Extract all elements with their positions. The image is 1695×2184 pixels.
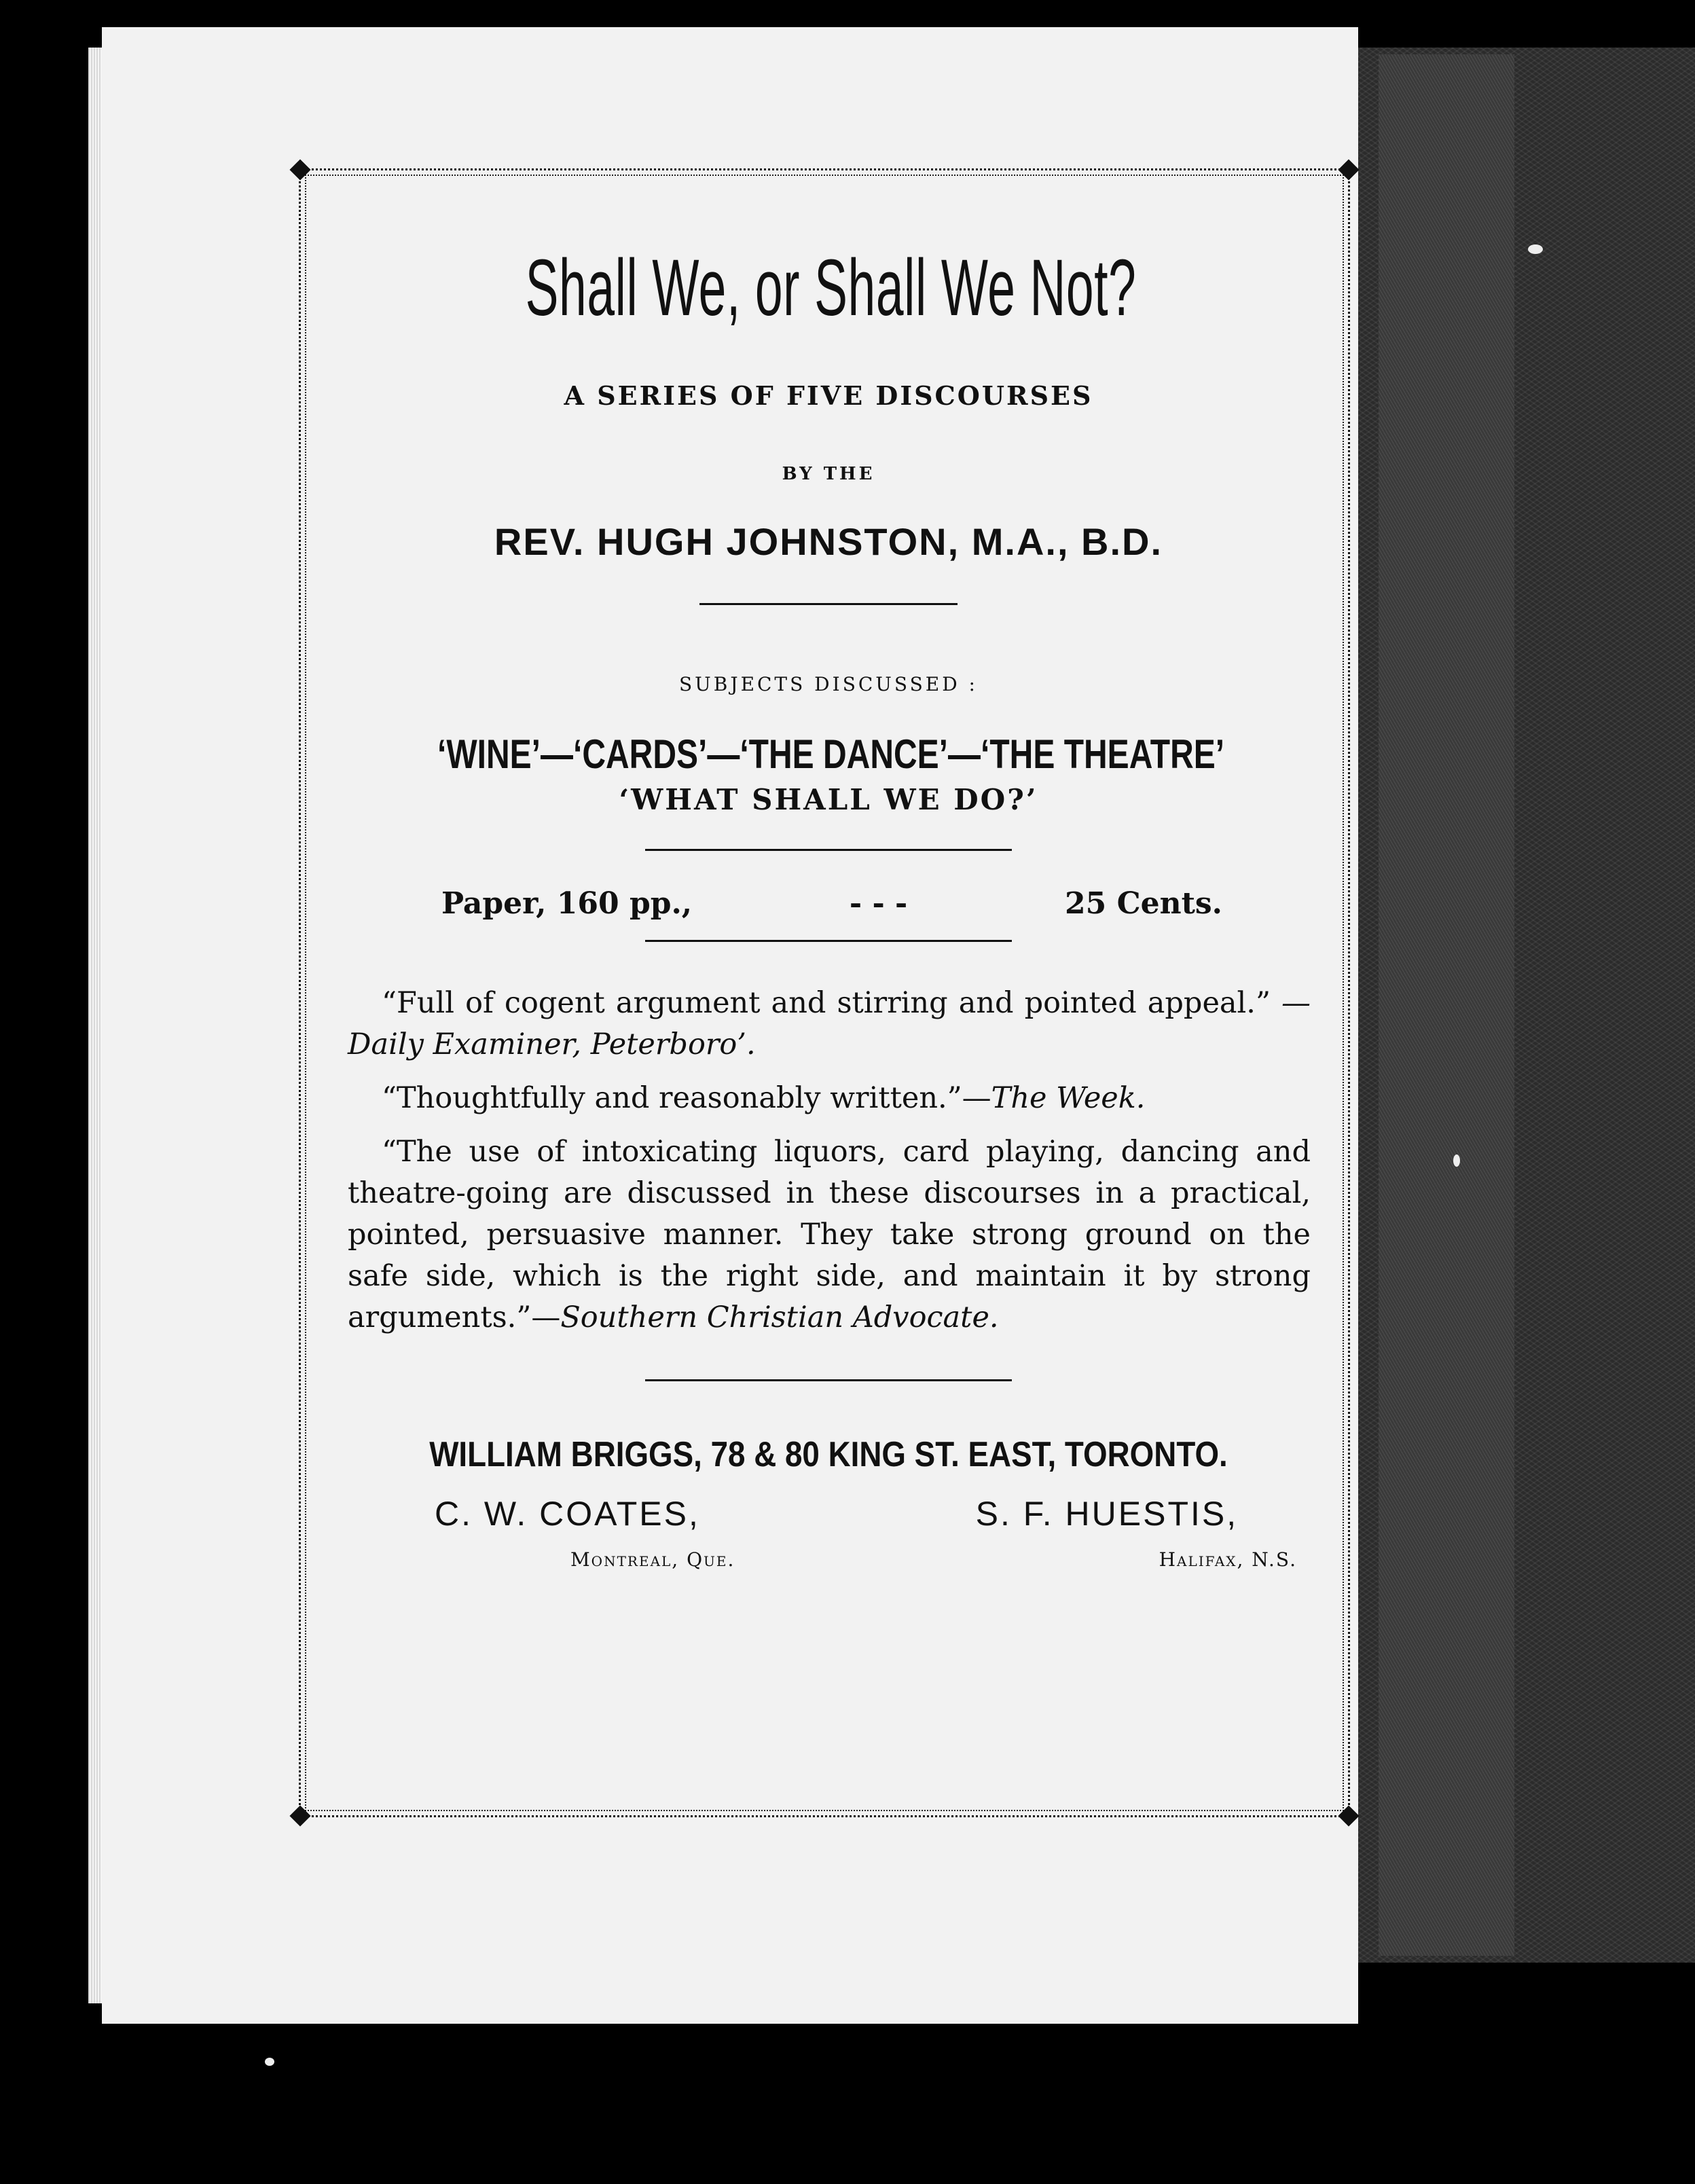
agents: [340, 1494, 1317, 1571]
subject-question: ‘WHAT SHALL WE DO?’: [619, 782, 1038, 816]
scan-speck: [1528, 244, 1543, 254]
scan-speck: [1453, 1154, 1460, 1167]
review-quote: “The use of intoxicating liquors, card playing, dancing and theatre-going are discussed in these discourses in a practical, pointed, persuasive manner. They take strong ground on the safe side, which is the right side, and maintain it by strong arguments.”—Southern Christian Advocate.: [348, 1134, 1311, 1334]
agent-name: C. W. COATES,: [435, 1494, 700, 1533]
agent-halifax: [976, 1494, 1297, 1571]
byline-label: BY THE: [782, 463, 875, 484]
book-spine-texture: [1379, 54, 1514, 1956]
subjects-label: SUBJECTS DISCUSSED :: [678, 672, 978, 695]
price-line: [340, 886, 1317, 921]
agent-montreal: [435, 1494, 735, 1571]
review-source: The Week.: [991, 1080, 1146, 1115]
agent-city: Montreal, Que.: [570, 1548, 735, 1571]
publisher-address: WILLIAM BRIGGS, 78 & 80 KING ST. EAST, TORONTO.: [429, 1434, 1228, 1474]
format-pages: Paper, 160 pp.,: [441, 886, 693, 921]
book-title: Shall We, or Shall We Not?: [525, 243, 1137, 333]
divider-rule: [699, 603, 958, 605]
review-source: —Daily Examiner, Peterboro’.: [348, 985, 1311, 1061]
review-quote: “Full of cogent argument and stirring and pointed appeal.” —Daily Examiner, Peterboro’.: [348, 985, 1311, 1061]
price: 25 Cents.: [1065, 886, 1222, 921]
review-source: Southern Christian Advocate.: [560, 1300, 999, 1334]
agent-name: S. F. HUESTIS,: [975, 1494, 1239, 1533]
book-subtitle: A SERIES OF FIVE DISCOURSES: [564, 380, 1093, 411]
divider-rule: [645, 1379, 1012, 1381]
scan-speck: [265, 2058, 274, 2066]
subjects-list: ‘WINE’—‘CARDS’—‘THE DANCE’—‘THE THEATRE’: [437, 731, 1225, 777]
price-dots: - - -: [849, 886, 908, 921]
agent-city: Halifax, N.S.: [1159, 1548, 1297, 1571]
author-name: REV. HUGH JOHNSTON, M.A., B.D.: [494, 520, 1163, 563]
review-quotes: [340, 983, 1317, 1339]
divider-rule: [645, 940, 1012, 942]
divider-rule: [645, 849, 1012, 851]
ad-content: [340, 244, 1317, 1571]
review-quote: “Thoughtfully and reasonably written.”—The Week.: [382, 1080, 1146, 1115]
